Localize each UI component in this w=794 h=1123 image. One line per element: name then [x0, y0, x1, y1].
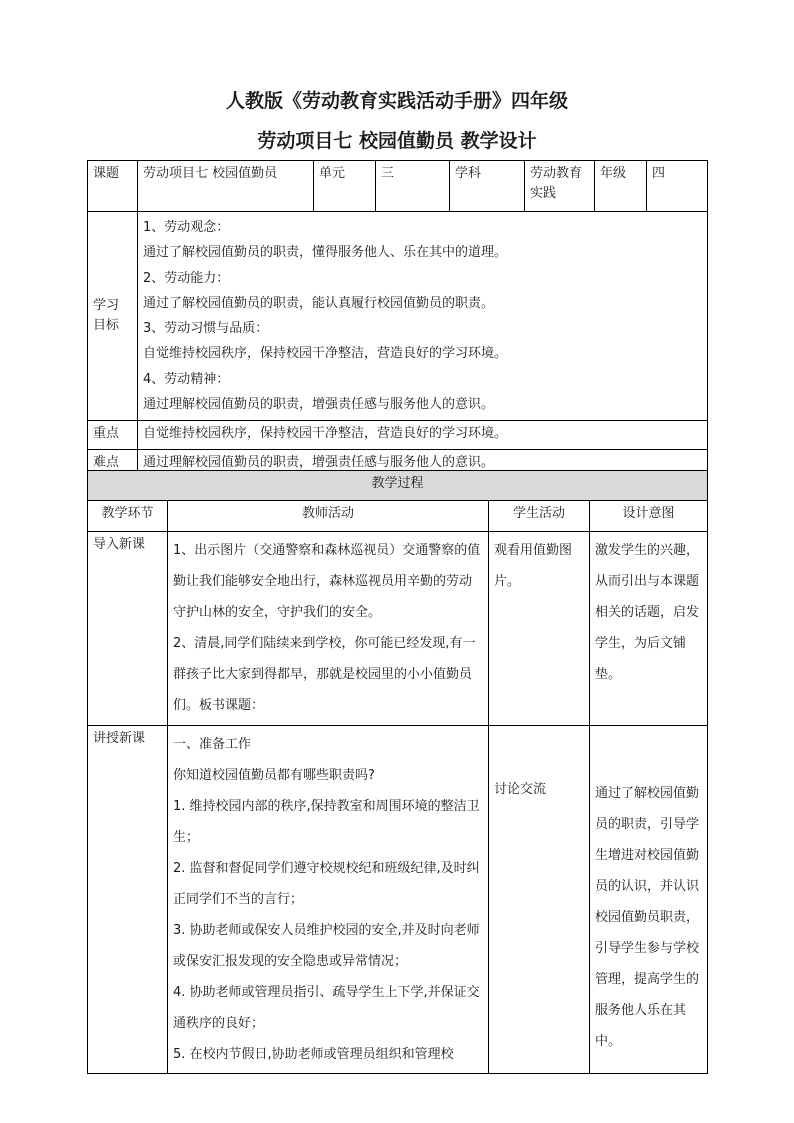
process-table [87, 470, 708, 1074]
teacher-activity-intro [168, 532, 489, 726]
document-title: 人教版《劳动教育实践活动手册》四年级 [225, 90, 568, 112]
difficulty-label: 难点 [88, 450, 138, 477]
teacher-paragraph: 1. 维持校园内部的秩序,保持教室和周围环境的整洁卫生； [173, 799, 480, 845]
teacher-paragraph: 你知道校园值勤员都有哪些职责吗? [173, 768, 375, 783]
column-header: 教学环节 [88, 501, 168, 532]
teacher-activity-new [168, 726, 489, 1074]
teacher-paragraph: 5. 在校内节假日,协助老师或管理员组织和管理校 [173, 1047, 454, 1062]
difficulty-text: 通过理解校园值勤员的职责，增强责任感与服务他人的意识。 [138, 450, 708, 477]
goal-line: 3、劳动习惯与品质： [143, 321, 269, 337]
subject-label: 课题 [88, 161, 138, 212]
goal-line: 通过理解校园值勤员的职责，增强责任感与服务他人的意识。 [143, 397, 495, 413]
info-table [87, 160, 708, 477]
teacher-paragraph: 4. 协助老师或管理员指引、疏导学生上下学,并保证交通秩序的良好； [173, 985, 480, 1031]
stage-new: 讲授新课 [88, 726, 168, 1074]
subject-value: 劳动项目七 校园值勤员 [138, 161, 314, 212]
goal-line: 自觉维持校园秩序，保持校园干净整洁，营造良好的学习环境。 [143, 346, 508, 362]
design-intent-new: 通过了解校园值勤员的职责，引导学生增进对校园值勤员的认识，并认识校园值勤员职责，引导学生参与学校管理，提高学生的服务他人乐在其中。 [590, 726, 708, 1074]
unit-value: 三 [376, 161, 450, 212]
unit-label: 单元 [314, 161, 376, 212]
column-header: 教师活动 [168, 501, 489, 532]
teacher-paragraph: 3. 协助老师或保安人员维护校园的安全,并及时向老师或保安汇报发现的安全隐患或异常情况； [173, 923, 480, 969]
key-point-text: 自觉维持校园秩序，保持校园干净整洁，营造良好的学习环境。 [138, 421, 708, 450]
document-subtitle: 劳动项目七 校园值勤员 教学设计 [257, 130, 537, 152]
goal-line: 通过了解校园值勤员的职责，懂得服务他人、乐在其中的道理。 [143, 245, 508, 261]
stage-intro: 导入新课 [88, 532, 168, 726]
teacher-paragraph: 2、清晨,同学们陆续来到学校，你可能已经发现,有一群孩子比大家到得都早，那就是校园里的小小值勤员们。板书课题： [173, 636, 476, 713]
teacher-paragraph: 2. 监督和督促同学们遵守校规校纪和班级纪律,及时纠正同学们不当的言行； [173, 861, 480, 907]
goal-line: 1、劳动观念： [143, 220, 230, 235]
grade-value: 四 [647, 161, 708, 212]
key-point-label: 重点 [88, 421, 138, 450]
goals-label: 学习目标 [88, 212, 138, 421]
discipline-label: 学科 [450, 161, 525, 212]
goals-content [138, 212, 708, 421]
goal-line: 4、劳动精神： [143, 371, 230, 387]
grade-label: 年级 [595, 161, 647, 212]
design-intent-intro: 激发学生的兴趣，从而引出与本课题相关的话题，启发学生，为后文铺垫。 [590, 532, 708, 726]
column-header: 学生活动 [489, 501, 590, 532]
student-activity-intro: 观看用值勤图片。 [489, 532, 590, 726]
discipline-value: 劳动教育实践 [525, 161, 595, 212]
goal-line: 2、劳动能力： [143, 270, 230, 286]
process-header: 教学过程 [88, 471, 708, 501]
teacher-paragraph: 1、出示图片（交通警察和森林巡视员）交通警察的值勤让我们能够安全地出行，森林巡视员用辛勤的劳动守护山林的安全，守护我们的安全。 [173, 543, 481, 620]
student-activity-new: 讨论交流 [489, 726, 590, 1074]
goal-line: 通过了解校园值勤员的职责，能认真履行校园值勤员的职责。 [143, 295, 495, 311]
teacher-paragraph: 一、准备工作 [173, 737, 252, 752]
column-header: 设计意图 [590, 501, 708, 532]
